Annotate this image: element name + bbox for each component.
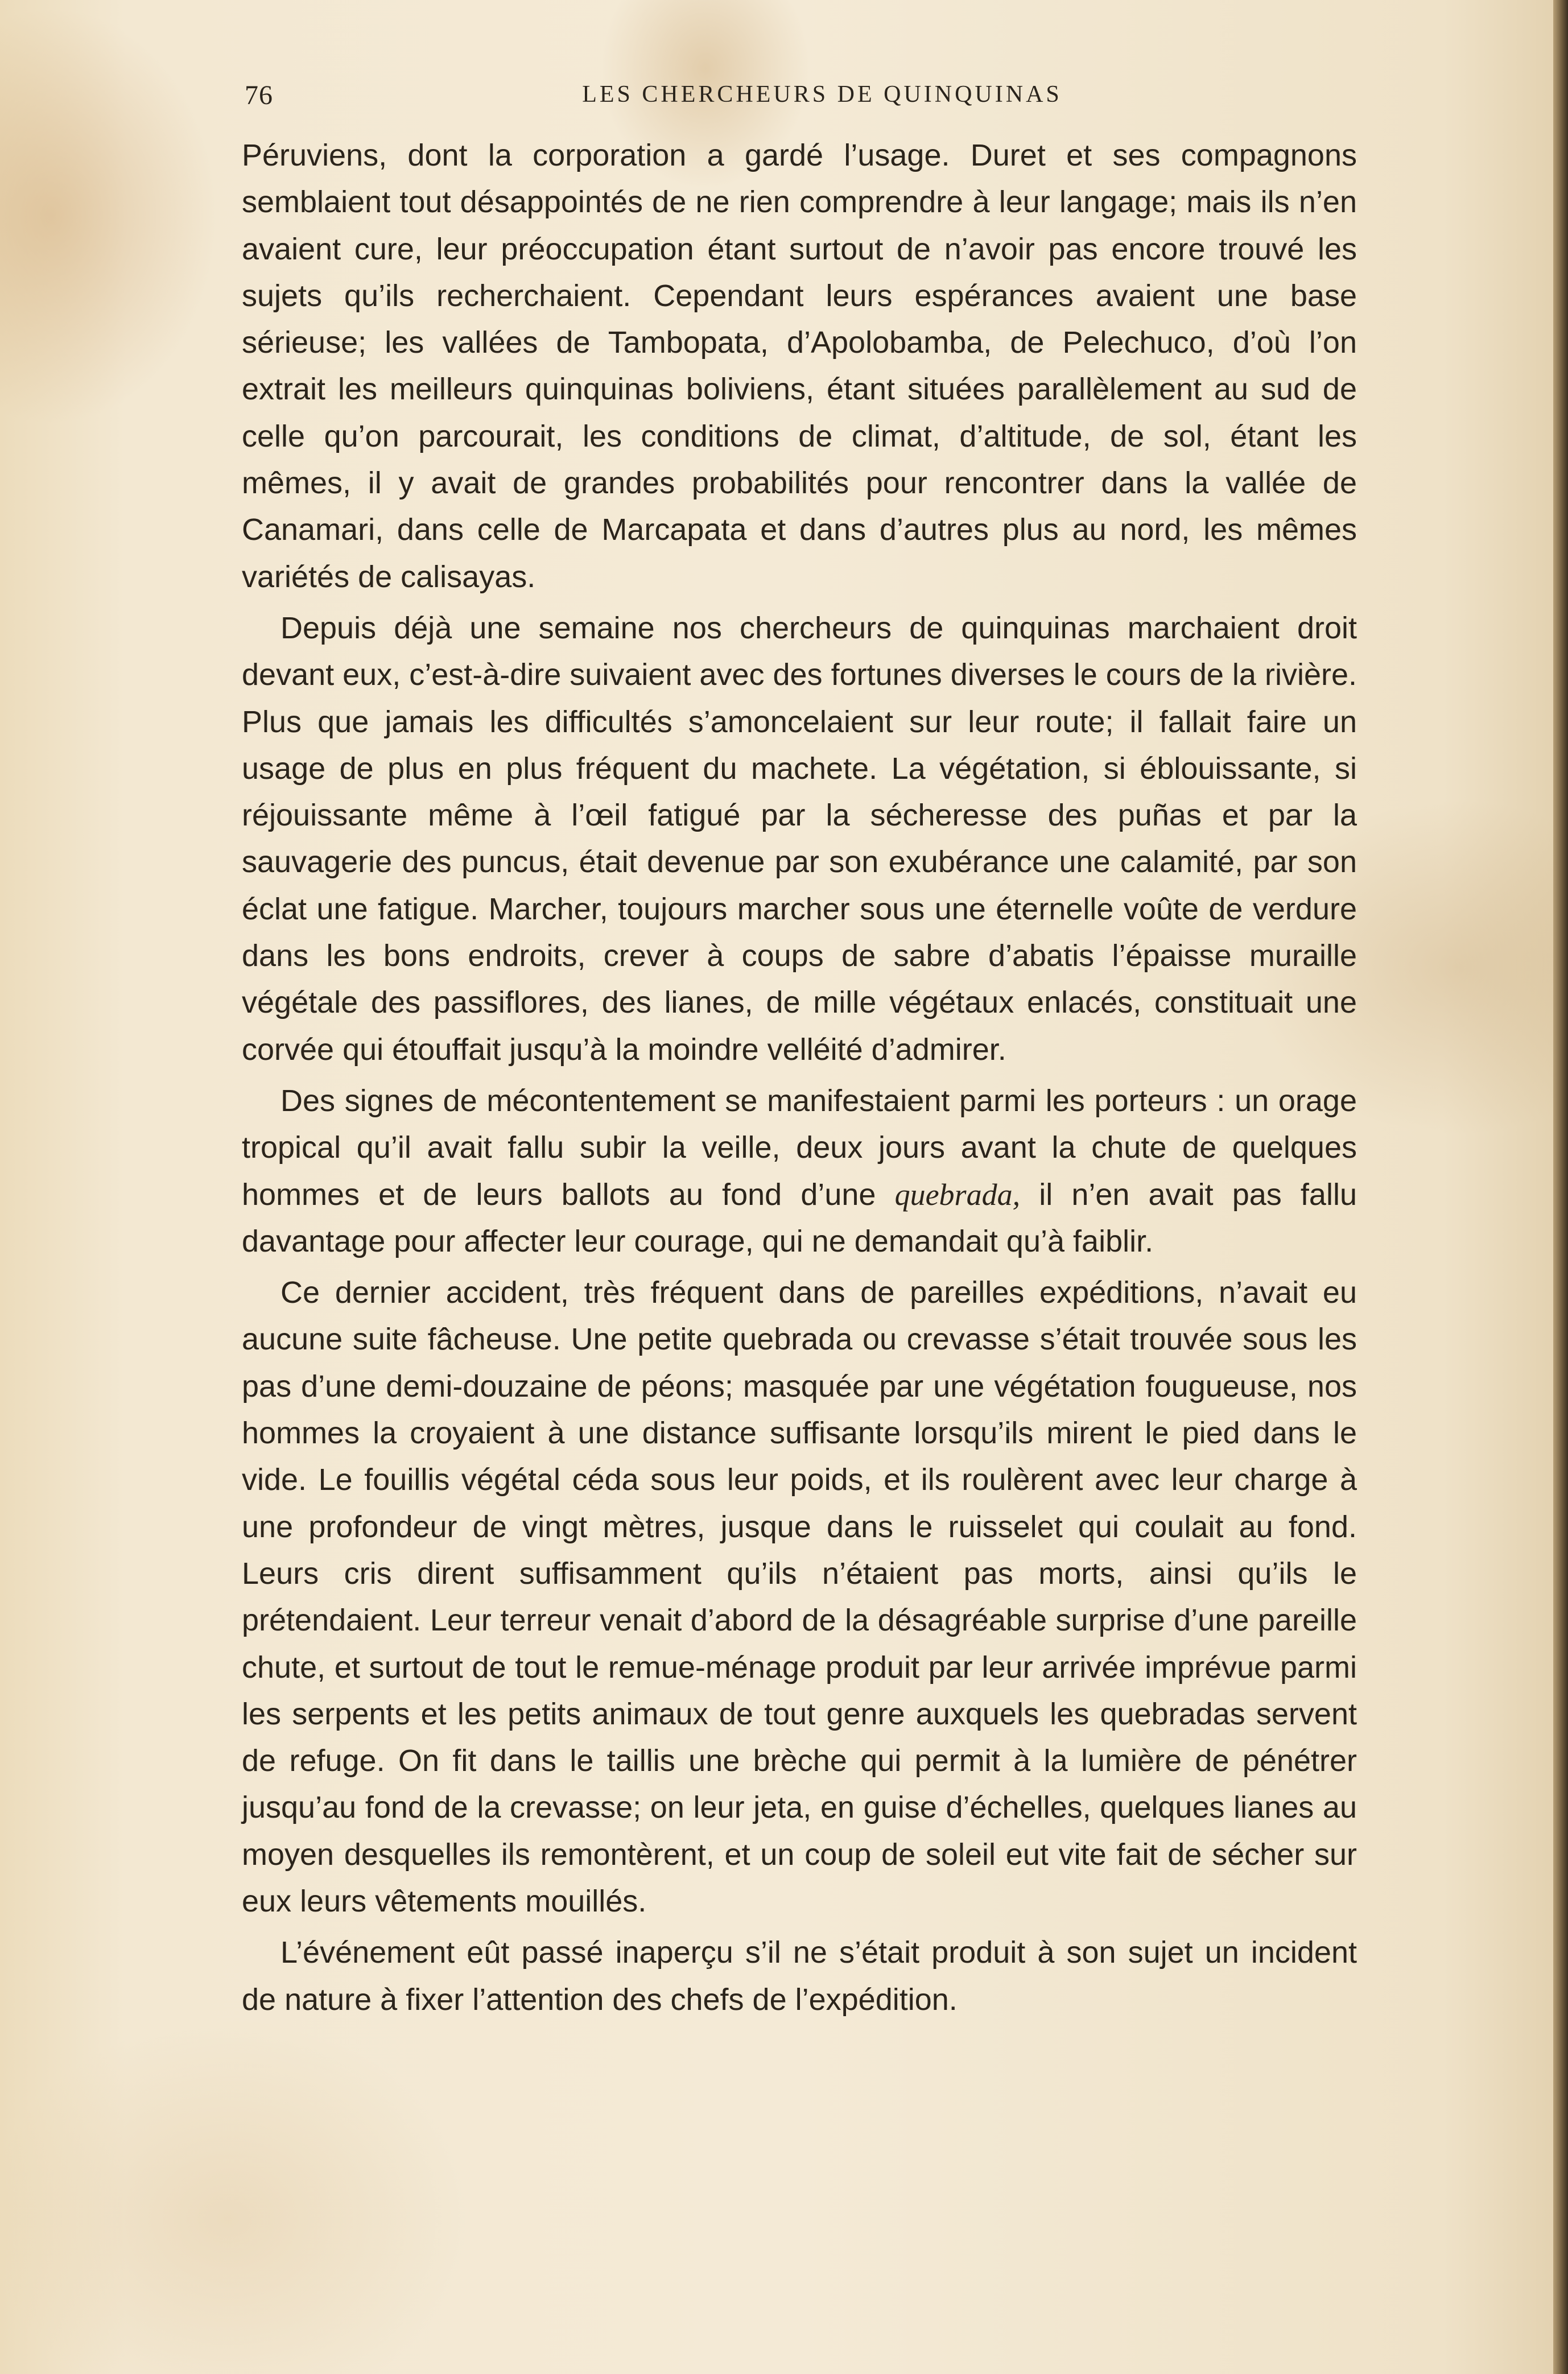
running-title: LES CHERCHEURS DE QUINQUINAS [582,81,1062,108]
text-body [242,132,1357,2023]
paragraph-3-text-before: Des signes de mécontentement se manifestaient parmi les porteurs : un orage tropical qu’il avait fallu subir la veille, deux jours avant la chute de quelques hommes et de leurs ballots au fond d’une [242,1083,1357,1212]
paragraph-1: Péruviens, dont la corporation a gardé l’usage. Duret et ses compagnons semblaient tout désappointés de ne rien comprendre à leur langage; mais ils n’en avaient cure, leur préoccupation étant surtout de n’avoir pas encore trouvé les sujets qu’ils recherchaient. Cependant leurs espérances avaient une base sérieuse; les vallées de Tambopata, d’Apolobamba, de Pelechuco, d’où l’on extrait les meilleurs quinquinas boliviens, étant situées parallèlement au sud de celle qu’on parcourait, les conditions de climat, d’altitude, de sol, étant les mêmes, il y avait de grandes probabilités pour rencontrer dans la vallée de Canamari, dans celle de Marcapata et dans d’autres plus au nord, les mêmes variétés de calisayas. [242,138,1357,594]
paragraph-3 [242,1077,1357,1265]
paragraph-4: Ce dernier accident, très fréquent dans de pareilles expéditions, n’avait eu aucune suite fâcheuse. Une petite quebrada ou crevasse s’était trouvée sous les pas d’une demi-douzaine de péons; masquée par une végétation fougueuse, nos hommes la croyaient à une distance suffisante lorsqu’ils mirent le pied dans le vide. Le fouillis végétal céda sous leur poids, et ils roulèrent avec leur charge à une profondeur de vingt mètres, jusque dans le ruisselet qui coulait au fond. Leurs cris dirent suffisamment qu’ils n’étaient pas morts, ainsi qu’ils le prétendaient. Leur terreur venait d’abord de la désagréable surprise d’une pareille chute, et surtout de tout le remue-ménage produit par leur arrivée imprévue parmi les serpents et les petits animaux de tout genre auxquels les quebradas servent de refuge. On fit dans le taillis une brèche qui permit à la lumière de pénétrer jusqu’au fond de la crevasse; on leur jeta, en guise d’échelles, quelques lianes au moyen desquelles ils remontèrent, et un coup de soleil eut vite fait de sécher sur eux leurs vêtements mouillés. [242,1275,1357,1918]
page-number: 76 [245,80,273,110]
paragraph-2: Depuis déjà une semaine nos chercheurs de quinquinas marchaient droit devant eux, c’est-à-dire suivaient avec des fortunes diverses le cours de la rivière. Plus que jamais les difficultés s’amoncelaient sur leur route; il fallait faire un usage de plus en plus fréquent du machete. La végétation, si éblouissante, si réjouissante même à l’œil fatigué par la sécheresse des puñas et par la sauvagerie des puncus, était devenue par son exubérance une calamité, par son éclat une fatigue. Marcher, toujours marcher sous une éternelle voûte de verdure dans les bons endroits, crever à coups de sabre d’abatis l’épaisse muraille végétale des passiflores, des lianes, de mille végétaux enlacés, constituait une corvée qui étouffait jusqu’à la moindre velléité d’admirer. [242,610,1357,1067]
paragraph-3-text-after: il n’en avait pas fallu davantage pour affecter leur courage, qui ne demandait qu’à faiblir. [242,1177,1357,1258]
book-spine-edge [1553,0,1568,2374]
running-head [245,80,1400,119]
paragraph-5: L’événement eût passé inaperçu s’il ne s’était produit à son sujet un incident de nature à fixer l’attention des chefs de l’expédition. [242,1935,1357,2017]
paragraph-3-italic-term: quebrada, [894,1177,1021,1212]
